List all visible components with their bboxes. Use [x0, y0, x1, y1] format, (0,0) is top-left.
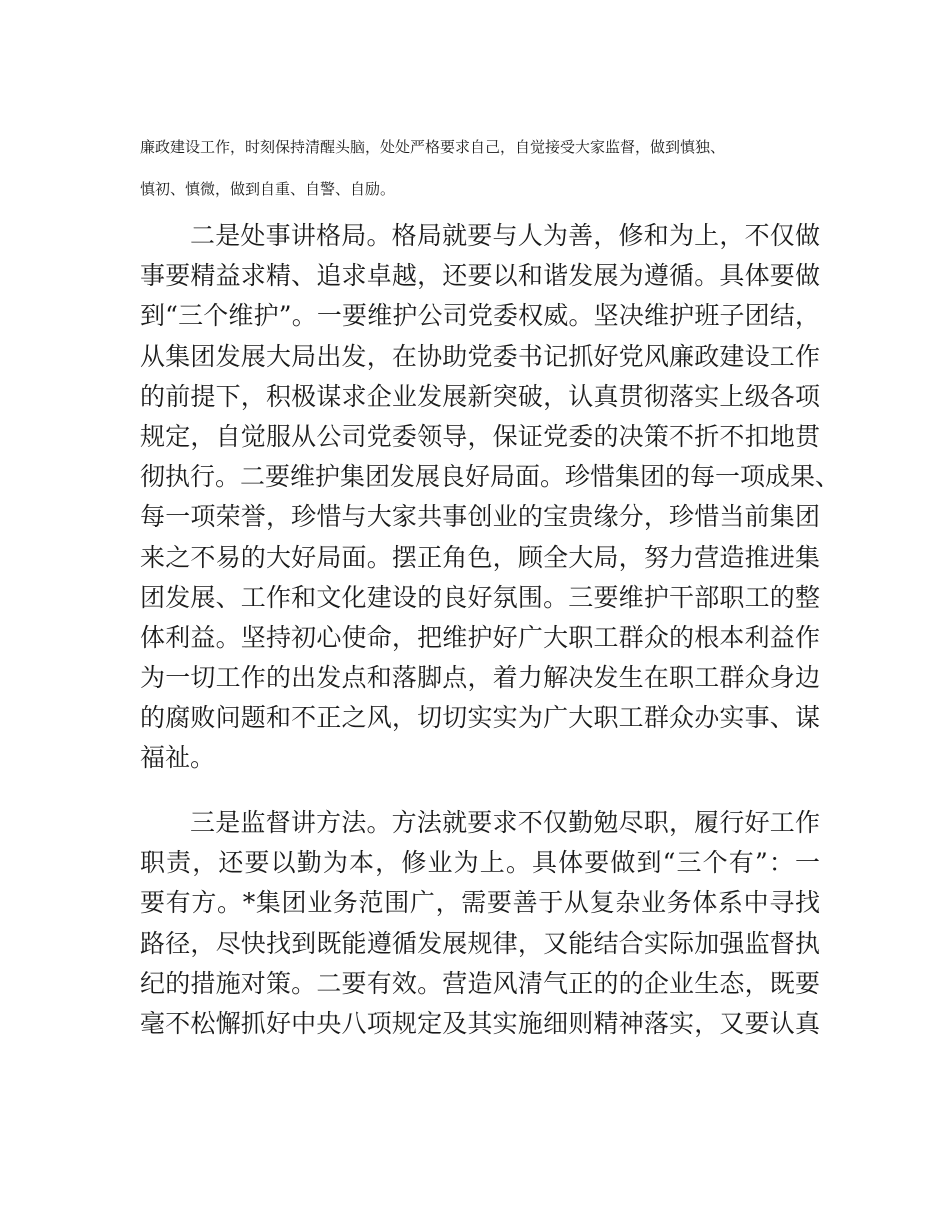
text-line: 慎初、慎微，做到自重、自警、自励。 [140, 180, 396, 198]
text-line: 事要精益求精、追求卓越，还要以和谐发展为遵循。具体要做 [140, 261, 820, 291]
text-line: 三是监督讲方法。方法就要求不仅勤勉尽职，履行好工作 [190, 808, 820, 837]
text-line: 来之不易的大好局面。摆正角色，顾全大局，努力营造推进集 [140, 542, 820, 572]
text-line: 为一切工作的出发点和落脚点，着力解决发生在职工群众身边 [140, 663, 820, 693]
text-line: 二是处事讲格局。格局就要与人为善，修和为上，不仅做 [190, 221, 820, 250]
paragraph-third-point [140, 803, 820, 1044]
text-line: 福祉。 [140, 743, 216, 773]
text-line: 路径，尽快找到既能遵循发展规律，又能结合实际加强监督执 [140, 928, 820, 958]
paragraph-second-point [140, 216, 841, 779]
text-line: 的腐败问题和不正之风，切切实实为广大职工群众办实事、谋 [140, 703, 820, 733]
intro-continuation [140, 126, 830, 210]
text-line: 职责，还要以勤为本，修业为上。具体要做到“三个有”：一 [140, 848, 820, 878]
text-line: 彻执行。二要维护集团发展良好局面。珍惜集团的每一项成果、 [140, 462, 841, 492]
text-line: 团发展、工作和文化建设的良好氛围。三要维护干部职工的整 [140, 582, 820, 612]
text-line: 的前提下，积极谋求企业发展新突破，认真贯彻落实上级各项 [140, 381, 820, 411]
text-line: 纪的措施对策。二要有效。营造风清气正的的企业生态，既要 [140, 968, 820, 998]
text-line: 规定，自觉服从公司党委领导，保证党委的决策不折不扣地贯 [140, 421, 820, 451]
text-line: 体利益。坚持初心使命，把维护好广大职工群众的根本利益作 [140, 622, 820, 652]
text-line: 到“三个维护”。一要维护公司党委权威。坚决维护班子团结， [140, 301, 820, 331]
text-line: 每一项荣誉，珍惜与大家共事创业的宝贵缘分，珍惜当前集团 [140, 502, 820, 532]
text-line: 从集团发展大局出发，在协助党委书记抓好党风廉政建设工作 [140, 341, 820, 371]
text-line: 要有方。*集团业务范围广，需要善于从复杂业务体系中寻找 [140, 888, 820, 918]
text-line: 廉政建设工作，时刻保持清醒头脑，处处严格要求自己，自觉接受大家监督，做到慎独、 [140, 138, 726, 156]
text-line: 毫不松懈抓好中央八项规定及其实施细则精神落实，又要认真 [140, 1008, 820, 1038]
